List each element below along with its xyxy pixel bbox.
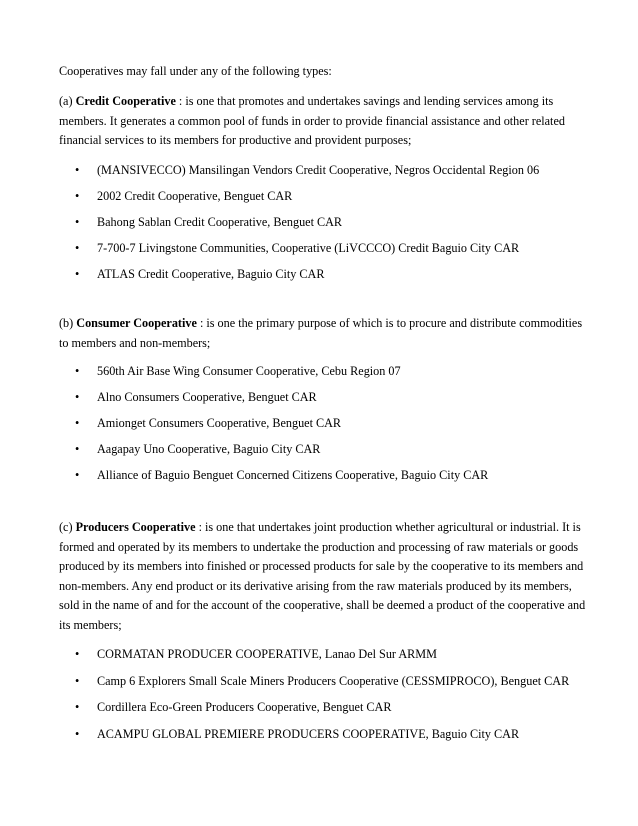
list-item: [59, 725, 589, 743]
section-paragraph: [59, 92, 589, 151]
list-item: [59, 239, 589, 257]
section-producers-cooperative: [59, 518, 589, 751]
section-credit-cooperative: [59, 92, 589, 291]
section-term: Consumer Cooperative: [76, 316, 197, 330]
list-item-text: Alliance of Baguio Benguet Concerned Citizens Cooperative, Baguio City CAR: [97, 468, 489, 482]
bullet-icon: •: [75, 726, 80, 741]
section-prefix: (a): [59, 94, 76, 108]
section-definition: : is one the primary purpose of which is to procure and distribute commodities to members and non-members;: [59, 316, 583, 350]
section-term: Producers Cooperative: [75, 520, 196, 534]
list-item: [59, 645, 589, 663]
bullet-list: [59, 161, 589, 283]
list-item-text: Aagapay Uno Cooperative, Baguio City CAR: [97, 442, 321, 456]
list-item: [59, 466, 589, 484]
list-item-text: CORMATAN PRODUCER COOPERATIVE, Lanao Del Sur ARMM: [97, 647, 437, 661]
intro-text: Cooperatives may fall under any of the following types:: [59, 64, 332, 78]
list-item: [59, 362, 589, 380]
section-prefix: (c): [59, 520, 76, 534]
bullet-icon: •: [75, 442, 80, 456]
list-item-text: Cordillera Eco-Green Producers Cooperative, Benguet CAR: [97, 700, 392, 714]
list-item-text: Amionget Consumers Cooperative, Benguet CAR: [97, 416, 342, 430]
bullet-icon: •: [75, 673, 80, 688]
bullet-icon: •: [75, 700, 80, 714]
list-item: [59, 213, 589, 231]
list-item: [59, 388, 589, 406]
list-item-text: 2002 Credit Cooperative, Benguet CAR: [97, 188, 293, 203]
bullet-icon: •: [75, 162, 80, 177]
section-paragraph: [59, 314, 589, 353]
bullet-list: [59, 645, 589, 743]
list-item-text: 7-700-7 Livingstone Communities, Cooperative (LiVCCCO) Credit Baguio City CAR: [97, 240, 520, 255]
section-term: Credit Cooperative: [75, 94, 176, 108]
list-item: [59, 414, 589, 432]
list-item: [59, 265, 589, 283]
list-item-text: Camp 6 Explorers Small Scale Miners Producers Cooperative (CESSMIPROCO), Benguet CAR: [97, 673, 570, 688]
bullet-list: [59, 362, 589, 484]
bullet-icon: •: [75, 188, 80, 203]
bullet-icon: •: [75, 416, 80, 430]
section-prefix: (b): [59, 316, 77, 330]
list-item-text: Alno Consumers Cooperative, Benguet CAR: [97, 390, 317, 404]
list-item-text: ACAMPU GLOBAL PREMIERE PRODUCERS COOPERATIVE, Baguio City CAR: [97, 726, 520, 741]
list-item-text: (MANSIVECCO) Mansilingan Vendors Credit Cooperative, Negros Occidental Region 06: [97, 162, 540, 177]
list-item-text: ATLAS Credit Cooperative, Baguio City CAR: [97, 266, 325, 281]
bullet-icon: •: [75, 390, 80, 404]
section-paragraph: [59, 518, 589, 635]
list-item-text: Bahong Sablan Credit Cooperative, Benguet CAR: [97, 214, 343, 229]
list-item: [59, 440, 589, 458]
list-item: [59, 161, 589, 179]
section-definition: : is one that undertakes joint production whether agricultural or industrial. It is formed and operated by its members to undertake the production and processing of raw materials or goods produced by its members into finished or processed products for sale by the cooperative to its members and non-members. Any end product or its derivative arising from the raw materials produced by its members, sold in the name of and for the account of the cooperative, shall be deemed a product of the cooperative and its members;: [59, 520, 586, 632]
section-consumer-cooperative: [59, 314, 589, 492]
list-item: [59, 187, 589, 205]
bullet-icon: •: [75, 214, 80, 229]
section-definition: : is one that promotes and undertakes savings and lending services among its members. It generates a common pool of funds in order to provide financial assistance and other related financial services to its members for productive and provident purposes;: [59, 94, 565, 147]
list-item-text: 560th Air Base Wing Consumer Cooperative, Cebu Region 07: [97, 364, 401, 378]
bullet-icon: •: [75, 240, 80, 255]
bullet-icon: •: [75, 468, 80, 482]
bullet-icon: •: [75, 266, 80, 281]
list-item: [59, 698, 589, 716]
bullet-icon: •: [75, 647, 80, 661]
bullet-icon: •: [75, 364, 80, 378]
list-item: [59, 672, 589, 690]
